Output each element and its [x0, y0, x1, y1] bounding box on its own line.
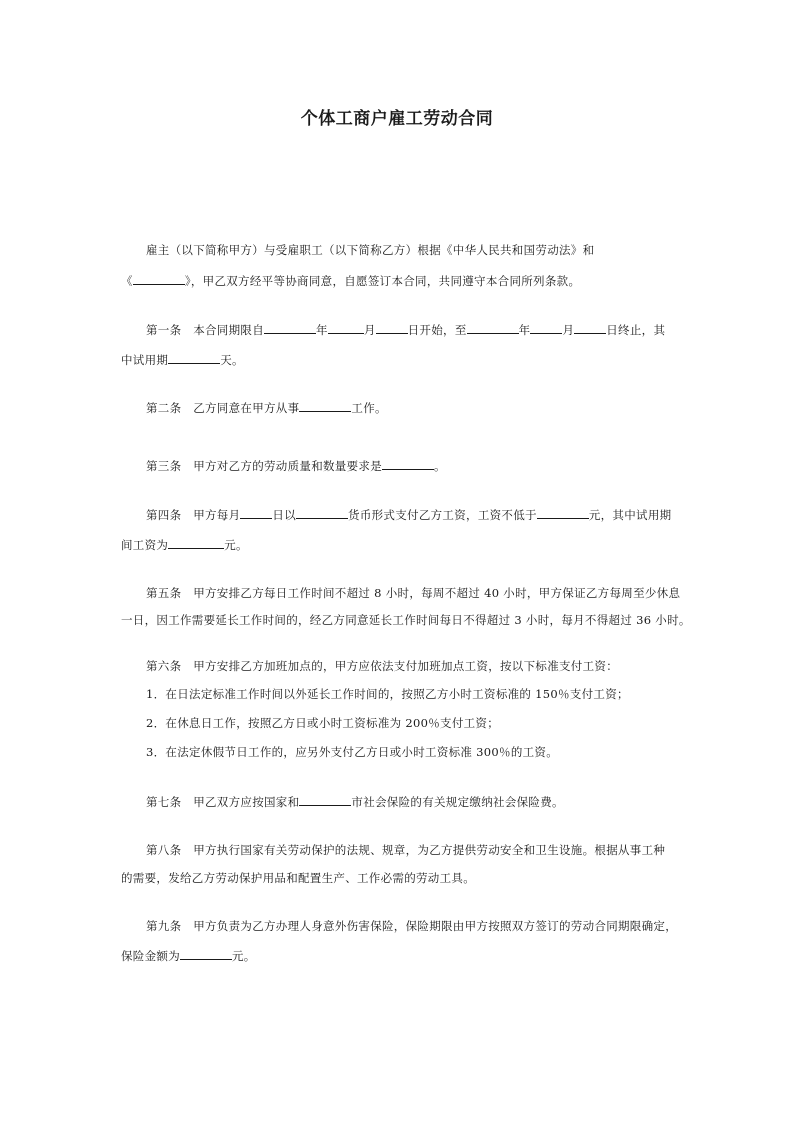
article-4-line-2	[121, 536, 248, 553]
article-8-line-2: 的需要，发给乙方劳动保护用品和配置生产、工作必需的劳动工具。	[121, 871, 475, 885]
article-text: 月	[363, 323, 376, 337]
blank-field[interactable]	[296, 506, 348, 519]
article-7	[146, 793, 564, 810]
article-text: 。	[434, 459, 446, 473]
article-5-line-2: 一日，因工作需要延长工作时间的，经乙方同意延长工作时间每日不得超过 3 小时，每月不得超过 36 小时。	[121, 613, 691, 627]
preamble-text: 《	[121, 274, 133, 288]
blank-field[interactable]	[382, 457, 434, 470]
blank-field[interactable]	[264, 321, 316, 334]
article-text: 保险金额为	[121, 949, 180, 963]
blank-field[interactable]	[240, 506, 272, 519]
article-text: 元，其中试用期	[588, 508, 672, 522]
article-6-item-3: 3．在法定休假节日工作的，应另外支付乙方日或小时工资标准 300％的工资。	[146, 745, 559, 759]
article-text: 日开始，至	[407, 323, 467, 337]
article-text: 第七条 甲乙双方应按国家和	[146, 795, 300, 809]
blank-field[interactable]	[574, 321, 606, 334]
article-text: 年	[316, 323, 328, 337]
article-4-line-1	[146, 506, 671, 523]
article-1-line-1	[146, 321, 665, 338]
blank-field[interactable]	[180, 947, 232, 960]
article-6-item-1: 1．在日法定标准工作时间以外延长工作时间的，按照乙方小时工资标准的 150％支付工资；	[146, 687, 629, 701]
article-text: 天。	[220, 353, 244, 367]
article-text: 元。	[232, 949, 256, 963]
article-1-line-2	[121, 351, 244, 368]
article-text: 市社会保险的有关规定缴纳社会保险费。	[351, 795, 564, 809]
blank-field[interactable]	[376, 321, 408, 334]
article-text: 月	[562, 323, 575, 337]
article-3	[146, 457, 446, 474]
article-text: 日以	[272, 508, 297, 522]
article-text: 间工资为	[121, 538, 169, 552]
article-text: 中试用期	[121, 353, 169, 367]
article-8-line-1: 第八条 甲方执行国家有关劳动保护的法规、规章，为乙方提供劳动安全和卫生设施。根据从事工种	[146, 843, 666, 857]
article-5-line-1: 第五条 甲方安排乙方每日工作时间不超过 8 小时，每周不超过 40 小时，甲方保证乙方每周至少休息	[146, 586, 681, 600]
article-text: 第一条 本合同期限自	[146, 323, 264, 337]
article-text: 第二条 乙方同意在甲方从事	[146, 401, 300, 415]
article-text: 年	[518, 323, 531, 337]
article-text: 日终止，其	[606, 323, 666, 337]
blank-field[interactable]	[299, 399, 351, 412]
article-text: 工作。	[351, 401, 387, 415]
document-title: 个体工商户雇工劳动合同	[300, 109, 494, 129]
preamble-text: 》，甲乙双方经平等协商同意，自愿签订本合同，共同遵守本合同所列条款。	[184, 274, 581, 288]
article-text: 第三条 甲方对乙方的劳动质量和数量要求是	[146, 459, 382, 473]
article-text: 第四条 甲方每月	[146, 508, 241, 522]
blank-field[interactable]	[467, 321, 519, 334]
article-text: 货币形式支付乙方工资，工资不低于	[348, 508, 537, 522]
article-2	[146, 399, 387, 416]
preamble-text: 雇主（以下简称甲方）与受雇职工（以下简称乙方）根据《中华人民共和国劳动法》和	[146, 243, 595, 257]
article-9-line-1: 第九条 甲方负责为乙方办理人身意外伤害保险，保险期限由甲方按照双方签订的劳动合同期限确定，	[146, 919, 677, 933]
blank-field[interactable]	[537, 506, 589, 519]
preamble-line-1	[146, 242, 594, 258]
blank-field[interactable]	[299, 793, 351, 806]
preamble-line-2	[121, 272, 580, 289]
blank-field[interactable]	[133, 272, 185, 285]
blank-field[interactable]	[328, 321, 364, 334]
blank-field[interactable]	[530, 321, 562, 334]
article-6-line-1: 第六条 甲方安排乙方加班加点的，甲方应依法支付加班加点工资，按以下标准支付工资：	[146, 659, 618, 673]
article-text: 元。	[224, 538, 248, 552]
article-6-item-2: 2．在休息日工作，按照乙方日或小时工资标准为 200％支付工资；	[146, 716, 500, 730]
blank-field[interactable]	[168, 351, 220, 364]
blank-field[interactable]	[168, 536, 224, 549]
article-9-line-2	[121, 947, 256, 964]
